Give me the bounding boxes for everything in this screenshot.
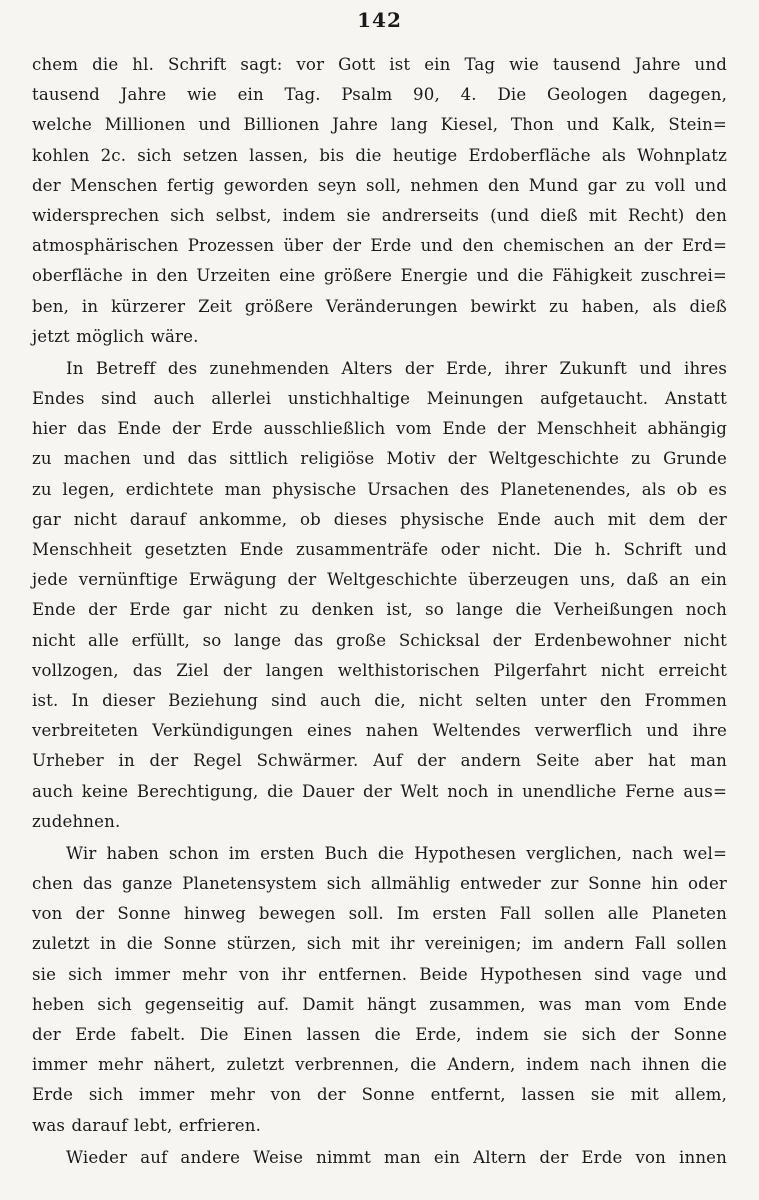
text-line: zudehnen.	[32, 811, 121, 831]
text-line: von der Sonne hinweg bewegen soll. Im ersten Fall sollen alle Planeten	[32, 904, 727, 924]
text-line: zu machen und das sittlich religiöse Motiv der Weltgeschichte zu Grunde	[32, 449, 727, 469]
text-line: zuletzt in die Sonne stürzen, sich mit ihr vereinigen; im andern Fall sollen	[32, 934, 727, 954]
text-line: gar nicht darauf ankomme, ob dieses physische Ende auch mit dem der	[32, 509, 727, 529]
text-line: jetzt möglich wäre.	[32, 326, 199, 346]
text-line: atmosphärischen Prozessen über der Erde und den chemischen an der Erd=	[32, 236, 727, 256]
text-line: der Erde fabelt. Die Einen lassen die Erde, indem sie sich der Sonne	[32, 1025, 727, 1044]
text-line: Endes sind auch allerlei unstichhaltige Meinungen aufgetaucht. Anstatt	[32, 389, 727, 409]
paragraph	[32, 354, 727, 837]
text-line: sie sich immer mehr von ihr entfernen. Beide Hypothesen sind vage und	[32, 964, 727, 984]
text-line: widersprechen sich selbst, indem sie andrerseits (und dieß mit Recht) den	[32, 205, 727, 225]
text-line: immer mehr nähert, zuletzt verbrennen, die Andern, indem nach ihnen die	[32, 1055, 727, 1075]
text-line: zu legen, erdichtete man physische Ursachen des Planetenendes, als ob es	[32, 479, 727, 499]
text-line: Urheber in der Regel Schwärmer. Auf der andern Seite aber hat man	[32, 751, 727, 771]
text-line: auch keine Berechtigung, die Dauer der Welt noch in unendliche Ferne aus=	[32, 781, 727, 801]
text-line: Menschheit gesetzten Ende zusammenträfe oder nicht. Die h. Schrift und	[32, 540, 727, 559]
text-line: ist. In dieser Beziehung sind auch die, nicht selten unter den Frommen	[32, 690, 727, 710]
text-line: was darauf lebt, erfrieren.	[32, 1115, 262, 1135]
text-line: hier das Ende der Erde ausschließlich vom Ende der Menschheit abhängig	[32, 419, 727, 439]
page-number: 142	[357, 8, 402, 32]
text-line: chem die hl. Schrift sagt: vor Gott ist ein Tag wie tausend Jahre und	[32, 55, 727, 74]
text-line: Erde sich immer mehr von der Sonne entfernt, lassen sie mit allem,	[32, 1085, 727, 1105]
text-line: heben sich gegenseitig auf. Damit hängt zusammen, was man vom Ende	[32, 994, 727, 1014]
text-line: welche Millionen und Billionen Jahre lang Kiesel, Thon und Kalk, Stein=	[32, 115, 727, 135]
text-line: vollzogen, das Ziel der langen welthistorischen Pilgerfahrt nicht erreicht	[32, 660, 727, 680]
text-line: verbreiteten Verkündigungen eines nahen Weltendes verwerflich und ihre	[32, 721, 727, 741]
text-line: jede vernünftige Erwägung der Weltgeschichte überzeugen uns, daß an ein	[32, 570, 727, 590]
paragraph	[32, 1143, 727, 1173]
text-line: ben, in kürzerer Zeit größere Veränderungen bewirkt zu haben, als dieß	[32, 296, 727, 316]
text-line: nicht alle erfüllt, so lange das große Schicksal der Erdenbewohner nicht	[32, 630, 727, 650]
text-line: der Menschen fertig geworden seyn soll, nehmen den Mund gar zu voll und	[32, 175, 727, 195]
text-line: chen das ganze Planetensystem sich allmählig entweder zur Sonne hin oder	[32, 874, 727, 894]
paragraph	[32, 839, 727, 1141]
text-line: Wir haben schon im ersten Buch die Hypothesen verglichen, nach wel=	[66, 843, 727, 863]
text-line: Wieder auf andere Weise nimmt man ein Altern der Erde von innen	[66, 1147, 727, 1167]
text-line: tausend Jahre wie ein Tag. Psalm 90, 4. Die Geologen dagegen,	[32, 85, 727, 105]
text-line: kohlen 2c. sich setzen lassen, bis die heutige Erdoberfläche als Wohnplatz	[32, 145, 727, 165]
text-line: Ende der Erde gar nicht zu denken ist, so lange die Verheißungen noch	[32, 600, 727, 620]
text-line: In Betreff des zunehmenden Alters der Erde, ihrer Zukunft und ihres	[66, 358, 727, 378]
body-text	[32, 50, 727, 1173]
paragraph	[32, 50, 727, 352]
text-line: oberfläche in den Urzeiten eine größere Energie und die Fähigkeit zuschrei=	[32, 266, 727, 286]
